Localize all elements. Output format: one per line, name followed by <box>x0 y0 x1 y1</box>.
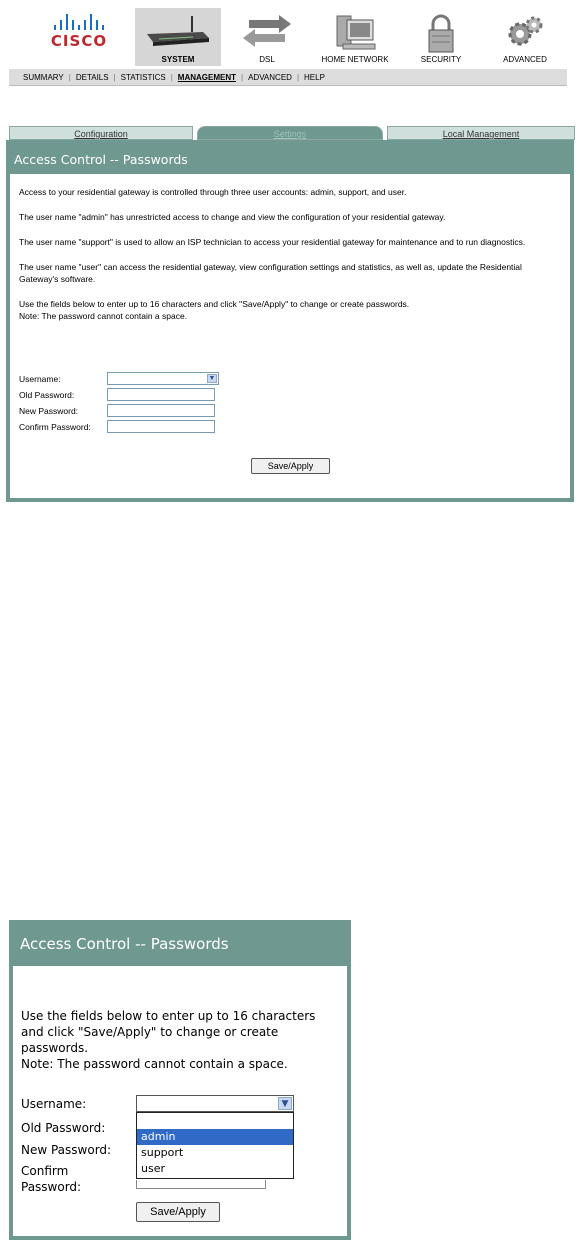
zoom-save-apply-button[interactable]: Save/Apply <box>136 1202 220 1222</box>
zoom-new-password-label: New Password: <box>21 1143 112 1157</box>
zoom-username-label: Username: <box>21 1097 87 1111</box>
zoom-confirm-label-2: Password: <box>21 1180 82 1194</box>
zoom-confirm-label-1: Confirm <box>21 1164 69 1178</box>
confirm-password-label: Confirm Password: <box>19 422 91 432</box>
subnav-help[interactable]: HELP <box>304 72 325 82</box>
zoom-confirm-password-input[interactable] <box>136 1180 266 1189</box>
arrows-icon <box>239 14 295 50</box>
zoom-username-select[interactable] <box>136 1095 294 1112</box>
paragraph-support: The user name "support" is used to allow an ISP technician to access your residential gateway for maintenance and to run diagnostics. <box>19 237 526 247</box>
panel-body <box>10 174 570 498</box>
zoom-instructions-text: Use the fields below to enter up to 16 characters and click "Save/Apply" to change or create passwords. <box>21 1009 316 1055</box>
paragraph-instructions: Use the fields below to enter up to 16 characters and click "Save/Apply" to change or create passwords. <box>19 299 410 309</box>
logo-text: CISCO <box>50 32 108 50</box>
nav-advanced-label: ADVANCED <box>503 55 547 64</box>
old-password-input[interactable] <box>107 388 215 401</box>
paragraph-note: Note: The password cannot contain a space. <box>19 311 188 321</box>
tab-settings[interactable]: Settings <box>197 126 383 140</box>
panel-title: Access Control -- Passwords <box>14 152 188 167</box>
nav-security[interactable] <box>405 8 477 66</box>
tab-local-management[interactable]: Local Management <box>387 126 575 140</box>
new-password-label: New Password: <box>19 406 79 416</box>
chevron-down-icon[interactable]: ▼ <box>278 1097 292 1110</box>
zoom-panel-body <box>13 966 347 1236</box>
sub-nav: SUMMARY | DETAILS | STATISTICS | MANAGEMENT | ADVANCED | HELP <box>9 69 567 86</box>
subnav-details[interactable]: DETAILS <box>75 72 109 82</box>
nav-dsl-label: DSL <box>259 55 275 64</box>
nav-system-label: SYSTEM <box>161 55 195 64</box>
nav-home-network-label: HOME NETWORK <box>321 55 389 64</box>
gears-icon <box>505 14 545 54</box>
subnav-management[interactable]: MANAGEMENT <box>177 72 236 82</box>
paragraph-intro: Access to your residential gateway is controlled through three user accounts: admin, support, and user. <box>19 187 407 197</box>
cisco-bars-icon <box>34 14 124 30</box>
username-dropdown-list <box>136 1112 294 1179</box>
zoom-old-password-label: Old Password: <box>21 1121 106 1135</box>
save-apply-button[interactable]: Save/Apply <box>251 458 330 474</box>
lock-icon <box>426 14 456 54</box>
chevron-down-icon[interactable]: ▼ <box>208 375 216 382</box>
subnav-advanced[interactable]: ADVANCED <box>248 72 292 82</box>
old-password-label: Old Password: <box>19 390 75 400</box>
zoom-instructions <box>21 1008 339 1072</box>
zoomed-passwords-panel <box>9 920 351 1240</box>
new-password-input[interactable] <box>107 404 215 417</box>
cisco-logo <box>34 14 124 54</box>
dropdown-option-user[interactable]: user <box>141 1162 165 1175</box>
dropdown-option-admin[interactable]: admin <box>137 1129 293 1145</box>
username-select[interactable] <box>107 372 219 385</box>
tab-bar <box>9 126 575 140</box>
subnav-summary[interactable]: SUMMARY <box>23 72 64 82</box>
router-icon <box>143 14 213 50</box>
nav-home-network[interactable] <box>313 8 397 66</box>
confirm-password-input[interactable] <box>107 420 215 433</box>
zoom-panel-title: Access Control -- Passwords <box>20 935 229 953</box>
nav-security-label: SECURITY <box>420 55 462 64</box>
tab-configuration[interactable]: Configuration <box>9 126 193 140</box>
dropdown-option-support[interactable]: support <box>141 1146 184 1159</box>
nav-dsl[interactable] <box>227 8 307 66</box>
subnav-statistics[interactable]: STATISTICS <box>120 72 166 82</box>
passwords-panel <box>6 140 574 502</box>
zoom-note-text: Note: The password cannot contain a space. <box>21 1057 288 1071</box>
dropdown-option-blank[interactable] <box>137 1113 293 1129</box>
paragraph-admin: The user name "admin" has unrestricted access to change and view the configuration of your residential gateway. <box>19 212 446 222</box>
paragraph-user: The user name "user" can access the residential gateway, view configuration settings and statistics, as well as, update the Residential Gateway's software. <box>19 262 522 284</box>
main-nav <box>135 8 565 66</box>
nav-system[interactable] <box>135 8 221 66</box>
nav-advanced[interactable] <box>487 8 563 66</box>
username-label: Username: <box>19 374 61 384</box>
computer-icon <box>333 14 377 52</box>
